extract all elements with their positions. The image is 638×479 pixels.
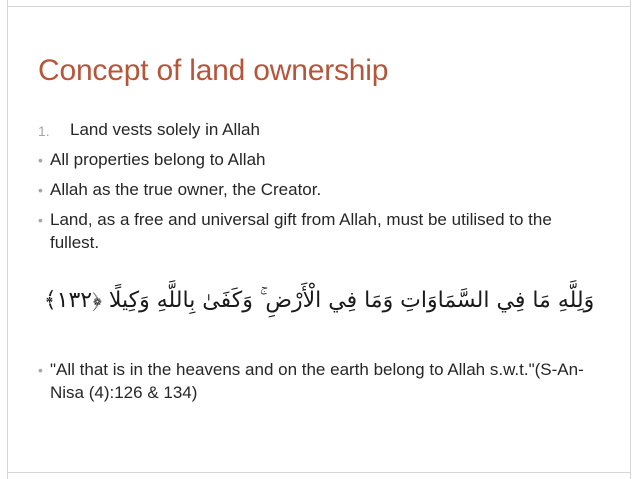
list-item-text: Land, as a free and universal gift from Allah, must be utilised to the fullest.: [50, 210, 552, 252]
quran-verse: وَلِلَّهِ مَا فِي السَّمَاوَاتِ وَمَا فِي الْأَرْضِ ۚ وَكَفَىٰ بِاللَّهِ وَكِيلًا ﴿١٣٢﴾: [43, 287, 595, 313]
list-item-text: Allah as the true owner, the Creator.: [50, 180, 322, 199]
slide-frame-right: [630, 0, 631, 479]
bullet-marker: •: [38, 152, 43, 168]
slide-frame-bottom: [7, 472, 631, 473]
slide-title: Concept of land ownership: [38, 54, 389, 87]
list-number: 1.: [38, 123, 50, 139]
slide-frame-left: [7, 0, 8, 479]
slide-frame-top: [7, 6, 631, 7]
bullet-marker: •: [38, 362, 43, 378]
bullet-marker: •: [38, 182, 43, 198]
list-item-text: "All that is in the heavens and on the earth belong to Allah s.w.t."(S-An-Nisa (4):126 & 134): [50, 360, 584, 402]
list-item-text: All properties belong to Allah: [50, 150, 266, 169]
bullet-marker: •: [38, 212, 43, 228]
list-item-text: Land vests solely in Allah: [70, 120, 260, 139]
